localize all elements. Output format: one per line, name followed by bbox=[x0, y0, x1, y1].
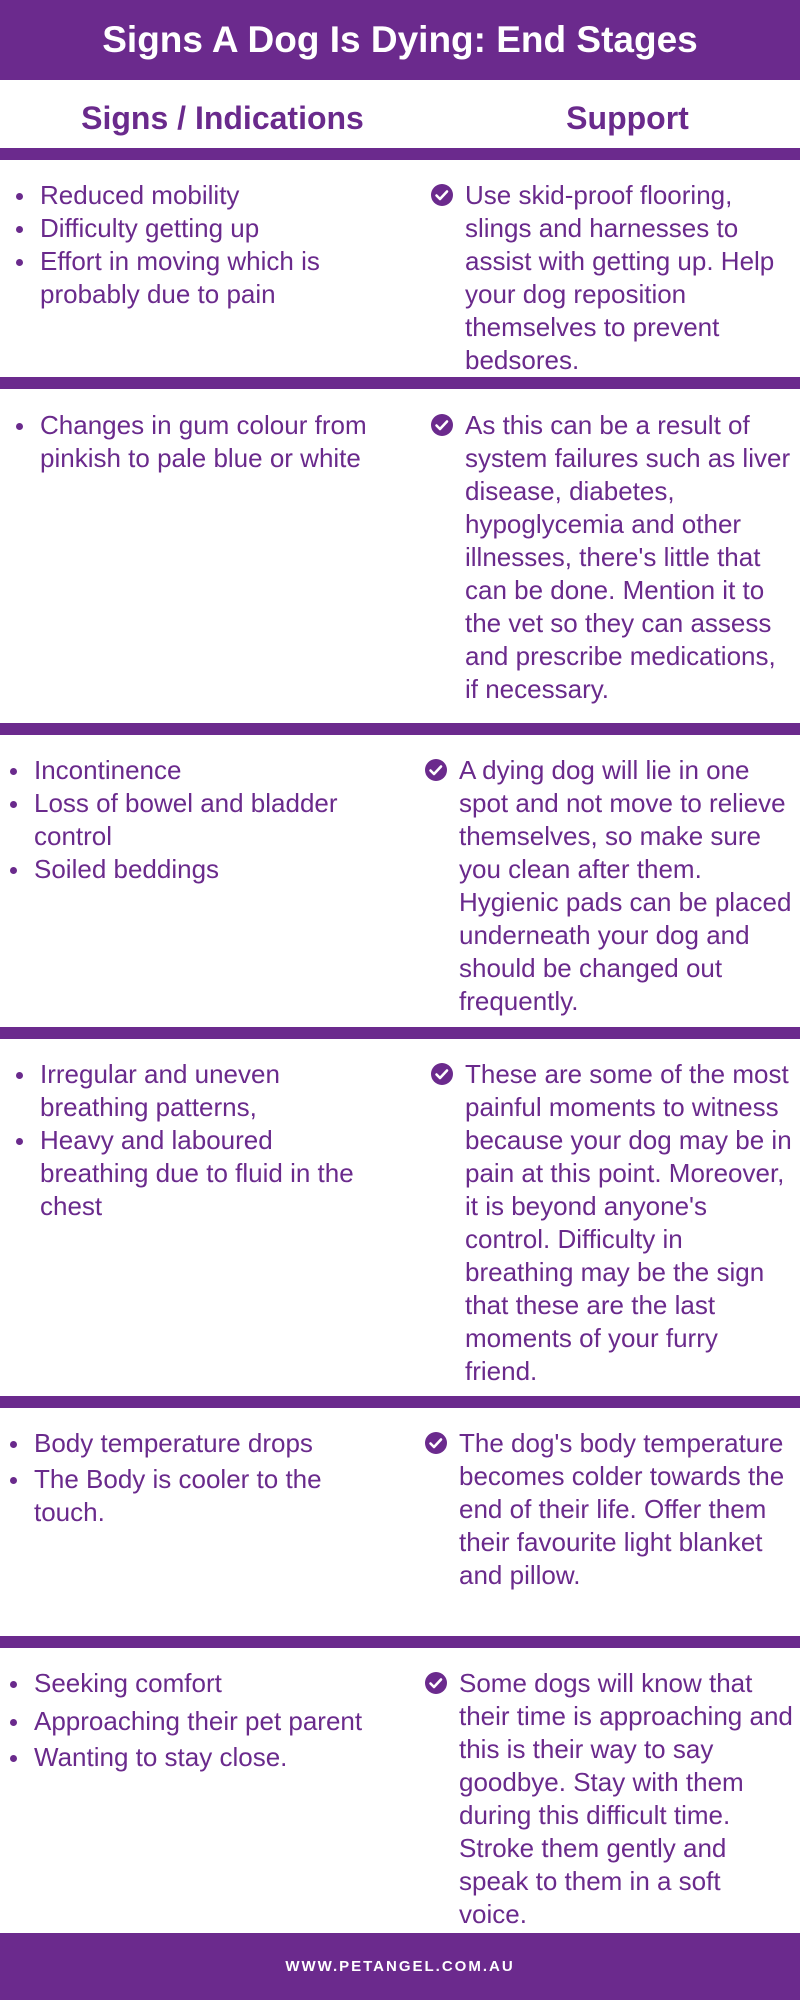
list-item: Changes in gum colour from pinkish to pale blue or white bbox=[10, 409, 400, 475]
list-item: Incontinence bbox=[4, 754, 394, 787]
check-circle-icon bbox=[430, 183, 454, 207]
support-text: Some dogs will know that their time is approaching and this is their way to say goodbye. Stay with them during this difficult time. Stroke them gently and speak to them in a soft voice. bbox=[459, 1668, 793, 1929]
row-divider bbox=[0, 1396, 800, 1408]
signs-list bbox=[10, 1058, 385, 1223]
support-text: A dying dog will lie in one spot and not move to relieve themselves, so make sure you clean after them. Hygienic pads can be placed underneath your dog and should be changed out frequently. bbox=[459, 755, 792, 1016]
check-circle-icon bbox=[424, 758, 448, 782]
check-circle-icon bbox=[430, 1062, 454, 1086]
row-divider bbox=[0, 723, 800, 735]
list-item: The Body is cooler to the touch. bbox=[4, 1463, 384, 1529]
check-circle-icon bbox=[424, 1431, 448, 1455]
row-divider bbox=[0, 1636, 800, 1648]
list-item: Loss of bowel and bladder control bbox=[4, 787, 394, 853]
signs-list bbox=[4, 1667, 404, 1774]
page-title: Signs A Dog Is Dying: End Stages bbox=[0, 0, 800, 80]
list-item: Effort in moving which is probably due to pain bbox=[10, 245, 360, 311]
support-text: The dog's body temperature becomes colder towards the end of their life. Offer them their favourite light blanket and pillow. bbox=[459, 1428, 785, 1590]
support-text: Use skid-proof flooring, slings and harnesses to assist with getting up. Help your dog reposition themselves to prevent bedsores. bbox=[465, 180, 775, 375]
list-item: Seeking comfort bbox=[4, 1667, 404, 1700]
row-divider bbox=[0, 1027, 800, 1039]
list-item: Heavy and laboured breathing due to fluid in the chest bbox=[10, 1124, 385, 1223]
check-circle-icon bbox=[430, 413, 454, 437]
signs-list bbox=[4, 754, 394, 886]
list-item: Difficulty getting up bbox=[10, 212, 390, 245]
support-text: As this can be a result of system failures such as liver disease, diabetes, hypoglycemia and other illnesses, there's little that can be done. Mention it to the vet so they can assess and prescribe medications, if necessary. bbox=[465, 410, 791, 704]
list-item: Body temperature drops bbox=[4, 1427, 384, 1460]
check-circle-icon bbox=[424, 1671, 448, 1695]
signs-list bbox=[10, 409, 400, 475]
footer-website[interactable]: WWW.PETANGEL.COM.AU bbox=[0, 1933, 800, 2000]
row-divider bbox=[0, 148, 800, 160]
signs-list bbox=[10, 179, 390, 311]
row-divider bbox=[0, 377, 800, 389]
list-item: Wanting to stay close. bbox=[4, 1741, 404, 1774]
list-item: Soiled beddings bbox=[4, 853, 394, 886]
signs-list bbox=[4, 1427, 384, 1529]
list-item: Reduced mobility bbox=[10, 179, 390, 212]
list-item: Approaching their pet parent bbox=[4, 1705, 404, 1738]
support-text: These are some of the most painful moments to witness because your dog may be in pain at this point. Moreover, it is beyond anyone's control. Difficulty in breathing may be the sign that these are the last moments of your furry friend. bbox=[465, 1059, 792, 1386]
list-item: Irregular and uneven breathing patterns, bbox=[10, 1058, 385, 1124]
column-header-support: Support bbox=[566, 100, 689, 136]
column-header-signs: Signs / Indications bbox=[81, 100, 364, 136]
